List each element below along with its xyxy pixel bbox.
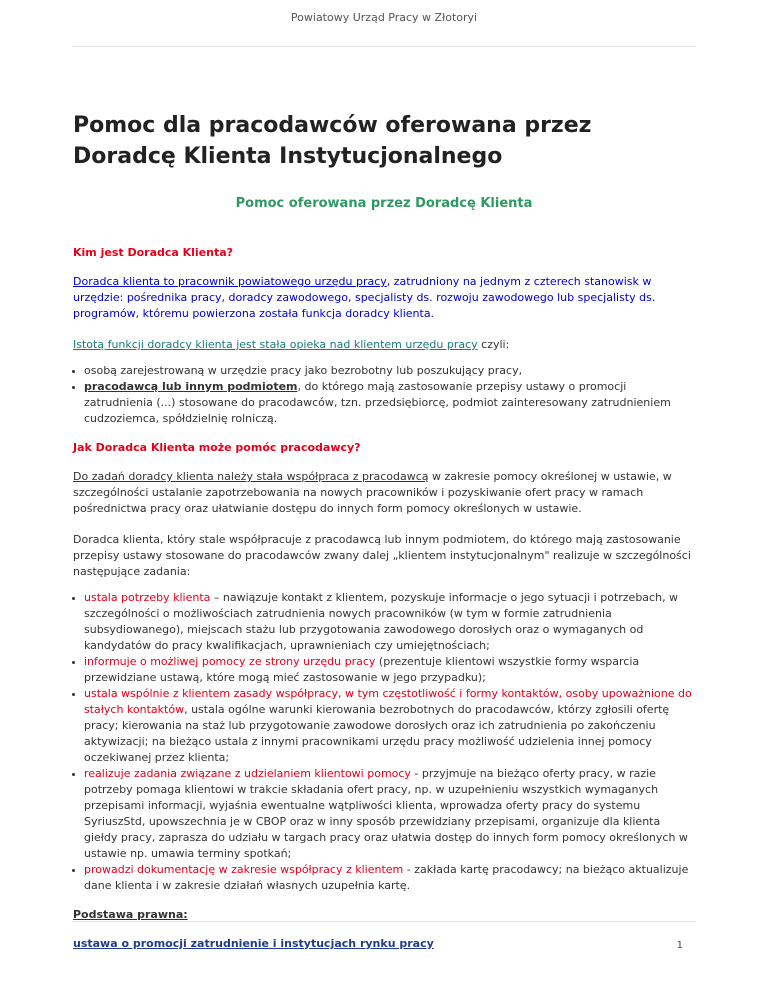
list-item: • prowadzi dokumentację w zakresie współpracy z klientem - zakłada kartę pracodawcy; na bieżąco aktualizuje dane klienta i w zakresie działań własnych uzupełnia kartę. [84,862,695,894]
paragraph-essence: Istotą funkcji doradcy klienta jest stała opieka nad klientem urzędu pracy czyli: [73,338,510,351]
list-item: • ustala potrzeby klienta – nawiązuje kontakt z klientem, pozyskuje informacje o jego sytuacji i potrzebach, w szczególności o możliwościach zatrudnienia nowych pracowników (w tym w formie zatrudnienia subsydiowanego), miejscach stażu lub przygotowania zawodowego dorosłych oraz o wymaganych od kandydatów do pracy kwalifikacjach, uprawnieniach czy umiejętnościach; [84,590,695,654]
legal-basis-heading: Podstawa prawna: [73,908,188,921]
duties-link[interactable]: Do zadań doradcy klienta należy stała współpraca z pracodawcą [73,470,429,483]
article [73,110,695,950]
tasks-list [73,590,695,894]
list-item: • osobą zarejestrowaną w urzędzie pracy jako bezrobotny lub poszukujący pracy, [84,363,695,379]
list-item: • realizuje zadania związane z udzielaniem klientowi pomocy - przyjmuje na bieżąco oferty pracy, w razie potrzeby pomaga klientowi w trakcie składania ofert pracy, np. w uzupełnieniu wszystkich wymaganych przepisami informacji, wyjaśnia ewentualne wątpliwości klienta, wprowadza oferty pracy do systemu SyriuszStd, upowszechnia je w CBOP oraz w inny sposób przewidziany przepisami, organizuje dla klienta giełdy pracy, zaprasza do udziału w targach pracy oraz ułatwia dostęp do innych form pomocy określonych w ustawie np. umawia terminy spotkań; [84,766,695,862]
list-item: • informuje o możliwej pomocy ze strony urzędu pracy (prezentuje klientowi wszystkie formy wsparcia przewidziane ustawą, które mogą mieć zastosowanie w jego przypadku); [84,654,695,686]
page-title: Pomoc dla pracodawców oferowana przez Doradcę Klienta Instytucjonalnego [73,113,592,169]
site-title: Powiatowy Urząd Pracy w Złotoryi [290,11,478,24]
section-heading-how: Jak Doradca Klienta może pomóc pracodawcy? [73,441,361,454]
paragraph-definition: Doradca klienta to pracownik powiatowego urzędu pracy, zatrudniony na jednym z czterech stanowisk w urzędzie: pośrednika pracy, doradcy zawodowego, specjalisty ds. rozwoju zawodowego lub specjalisty ds. programów, któremu powierzona została funkcja doradcy klienta. [73,275,656,320]
paragraph-duties: Do zadań doradcy klienta należy stała współpraca z pracodawcą w zakresie pomocy określonej w ustawie, w szczególności ustalanie zapotrzebowania na nowych pracowników i pozyskiwanie ofert pracy w ramach pośrednictwa pracy oraz ułatwianie dostępu do innych form pomocy określonych w ustawie. [73,470,672,515]
definition-link[interactable]: Doradca klienta to pracownik powiatowego urzędu pracy [73,275,387,288]
legal-act-link[interactable]: ustawa o promocji zatrudnienie i instytucjach rynku pracy [73,937,434,950]
site-header [73,0,695,47]
client-types-list [73,363,695,427]
essence-link[interactable]: Istotą funkcji doradcy klienta jest stała opieka nad klientem urzędu pracy [73,338,478,351]
paragraph-tasks-intro: Doradca klienta, który stale współpracuje z pracodawcą lub innym podmiotem, do którego mają zastosowanie przepisy ustawy stosowane do pracodawców zwany dalej „klientem instytucjonalnym" realizuje w szczególności następujące zadania: [73,533,691,578]
section-heading-who: Kim jest Doradca Klienta? [73,246,234,259]
footer-divider [73,921,695,922]
page-number: 1 [676,940,683,951]
list-item: • ustala wspólnie z klientem zasady współpracy, w tym częstotliwość i formy kontaktów, osoby upoważnione do stałych kontaktów, ustala ogólne warunki kierowania bezrobotnych do pracodawców, którzy zgłosili ofertę pracy; kierowania na staż lub przygotowanie zawodowe dorosłych oraz ich zatrudnienia po zakończeniu aktywizacji; na bieżąco ustala z innymi pracownikami urzędu pracy możliwość udzielenia innej pomocy oczekiwanej przez klienta; [84,686,695,766]
article-subtitle: Pomoc oferowana przez Doradcę Klienta [235,196,533,211]
list-item: • pracodawcą lub innym podmiotem, do którego mają zastosowanie przepisy ustawy o promocji zatrudnienia (...) stosowane do pracodawców, tzn. przedsiębiorcę, podmiot zainteresowany zatrudnieniem cudzoziemca, spółdzielnię rolniczą. [84,379,695,427]
